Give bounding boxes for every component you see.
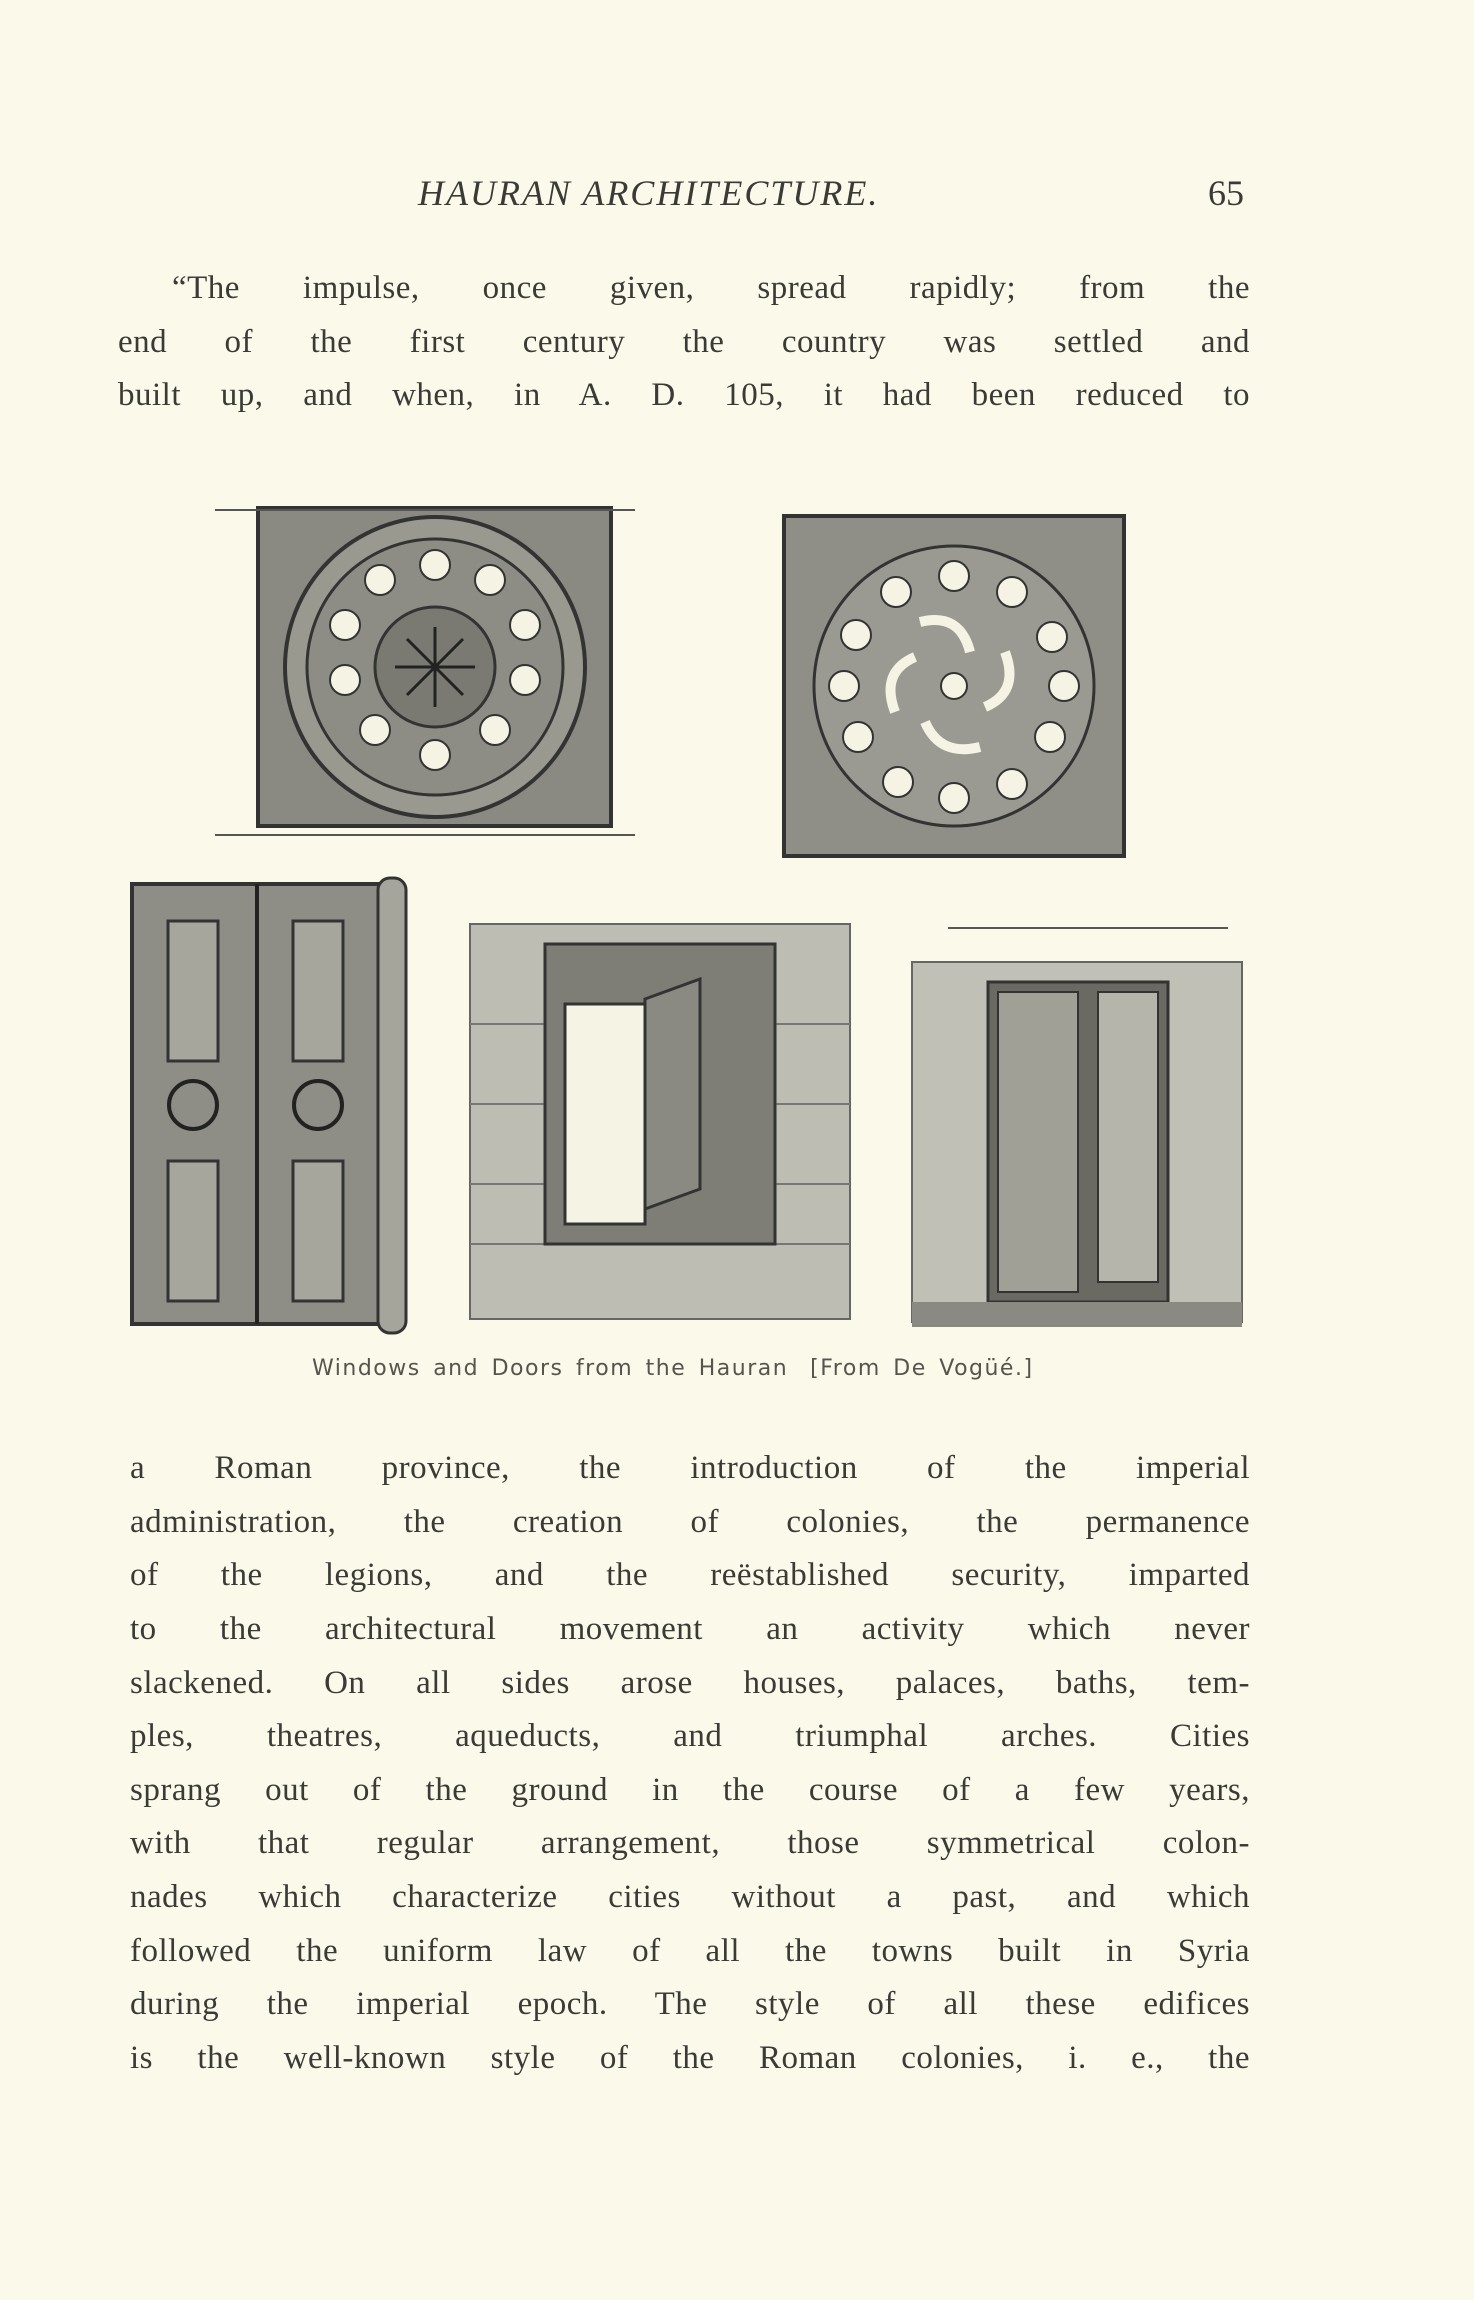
text-line: to the architectural movement an activity which never: [130, 1611, 1250, 1647]
caption-text: Windows and Doors from the Hauran: [312, 1356, 789, 1381]
text-line: ples, theatres, aqueducts, and triumphal arches. Cities: [130, 1718, 1250, 1754]
text-line: followed the uniform law of all the towns built in Syria: [130, 1933, 1250, 1969]
pierced-window-illustration: [780, 512, 1130, 864]
text-line: a Roman province, the introduction of the imperial: [130, 1450, 1250, 1486]
text-line: sprang out of the ground in the course of a few years,: [130, 1772, 1250, 1808]
text-line: with that regular arrangement, those symmetrical colon-: [130, 1825, 1250, 1861]
text-line: of the legions, and the reëstablished security, imparted: [130, 1557, 1250, 1593]
caption-source: [From De Vogüé.]: [810, 1356, 1034, 1381]
text-line: slackened. On all sides arose houses, palaces, baths, tem-: [130, 1665, 1250, 1701]
double-door-with-ring-handles-illustration: [128, 876, 413, 1338]
text-line: administration, the creation of colonies, the permanence: [130, 1504, 1250, 1540]
page-number: 65: [1208, 173, 1244, 213]
stone-door-studded-illustration: [908, 922, 1248, 1342]
text-line: during the imperial epoch. The style of all these edifices: [130, 1986, 1250, 2022]
text-line: “The impulse, once given, spread rapidly; from the: [172, 270, 1250, 306]
carved-window-rosette-illustration: [215, 480, 640, 860]
figure-caption: [312, 1356, 1034, 1381]
text-line: built up, and when, in A. D. 105, it had been reduced to: [118, 377, 1250, 413]
running-title: HAURAN ARCHITECTURE.: [418, 173, 880, 213]
text-line: end of the first century the country was settled and: [118, 324, 1250, 360]
text-line: nades which characterize cities without a past, and which: [130, 1879, 1250, 1915]
text-line: is the well-known style of the Roman colonies, i. e., the: [130, 2040, 1250, 2076]
window-with-open-shutter-illustration: [465, 884, 855, 1329]
